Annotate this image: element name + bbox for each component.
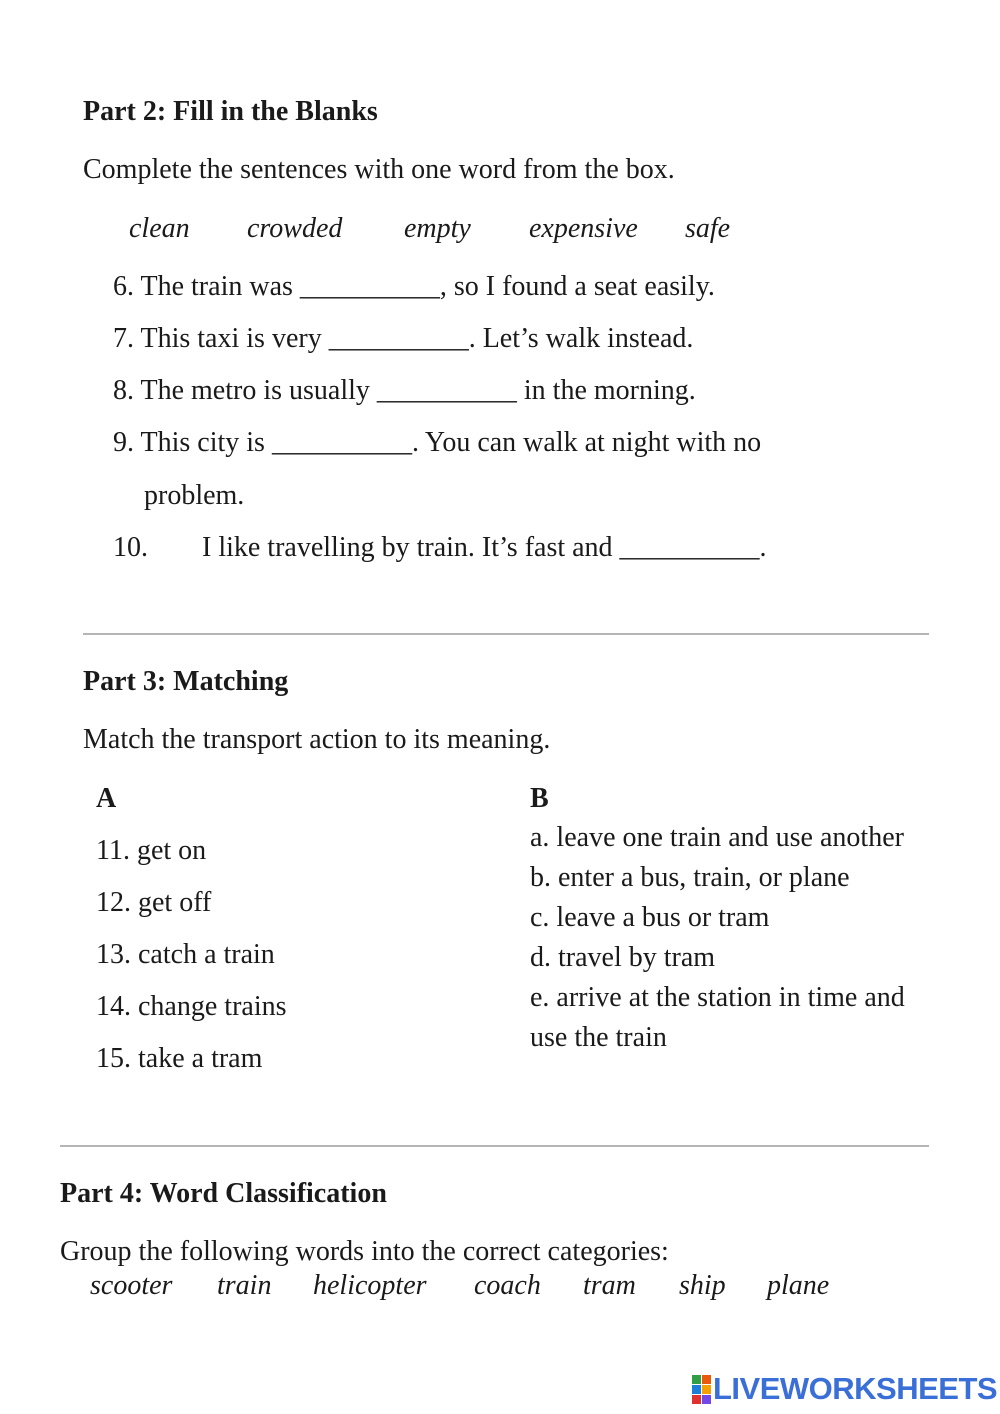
- word-item: train: [217, 1270, 272, 1301]
- item-number: 7.: [113, 323, 134, 354]
- list-item: a. leave one train and use another: [530, 822, 904, 853]
- word-item: scooter: [90, 1270, 173, 1301]
- section-divider: [60, 1145, 929, 1147]
- word-item: plane: [767, 1270, 830, 1301]
- list-item: [113, 323, 693, 355]
- list-item: [113, 427, 761, 459]
- word-item: helicopter: [313, 1270, 427, 1301]
- logo-text: LIVEWORKSHEETS: [713, 1371, 998, 1406]
- word-item: tram: [583, 1270, 636, 1301]
- word-box-item: expensive: [529, 213, 638, 244]
- part2-instruction: Complete the sentences with one word from the box.: [83, 154, 675, 185]
- item-text: The train was __________, so I found a seat easily.: [140, 271, 715, 302]
- part3-instruction: Match the transport action to its meaning.: [83, 724, 551, 755]
- list-item: 14. change trains: [96, 991, 287, 1022]
- list-item: c. leave a bus or tram: [530, 902, 770, 933]
- item-number: 9.: [113, 427, 134, 458]
- list-item: 12. get off: [96, 887, 212, 918]
- part2-title: Part 2: Fill in the Blanks: [83, 96, 378, 127]
- part4-instruction: Group the following words into the correct categories:: [60, 1236, 669, 1267]
- column-a-header: A: [96, 783, 117, 814]
- word-box-item: crowded: [247, 213, 343, 244]
- column-b-header: B: [530, 783, 549, 814]
- list-item: d. travel by tram: [530, 942, 716, 973]
- word-item: ship: [679, 1270, 726, 1301]
- item-text: The metro is usually __________ in the morning.: [140, 375, 696, 406]
- item-number: 6.: [113, 271, 134, 302]
- list-item: [113, 271, 715, 303]
- section-divider: [83, 633, 929, 635]
- item-text: This taxi is very __________. Let’s walk instead.: [140, 323, 694, 354]
- item-text: This city is __________. You can walk at night with no: [140, 427, 762, 458]
- item-number: 8.: [113, 375, 134, 406]
- part4-title: Part 4: Word Classification: [60, 1178, 387, 1209]
- word-box-item: empty: [404, 213, 471, 244]
- word-box-item: clean: [129, 213, 190, 244]
- item-number: 10.: [113, 532, 148, 563]
- list-item: b. enter a bus, train, or plane: [530, 862, 850, 893]
- word-item: coach: [474, 1270, 541, 1301]
- part3-title: Part 3: Matching: [83, 666, 289, 697]
- list-item-continuation: use the train: [530, 1022, 667, 1053]
- list-item: e. arrive at the station in time and: [530, 982, 905, 1013]
- liveworksheets-logo[interactable]: [692, 1372, 997, 1406]
- list-item: [113, 375, 696, 407]
- list-item-continuation: problem.: [144, 480, 245, 511]
- list-item: 13. catch a train: [96, 939, 275, 970]
- list-item: 15. take a tram: [96, 1043, 263, 1074]
- list-item: 11. get on: [96, 835, 207, 866]
- word-box-item: safe: [685, 213, 731, 244]
- item-text: I like travelling by train. It’s fast and __________.: [202, 532, 767, 563]
- logo-blocks-icon: [692, 1375, 710, 1403]
